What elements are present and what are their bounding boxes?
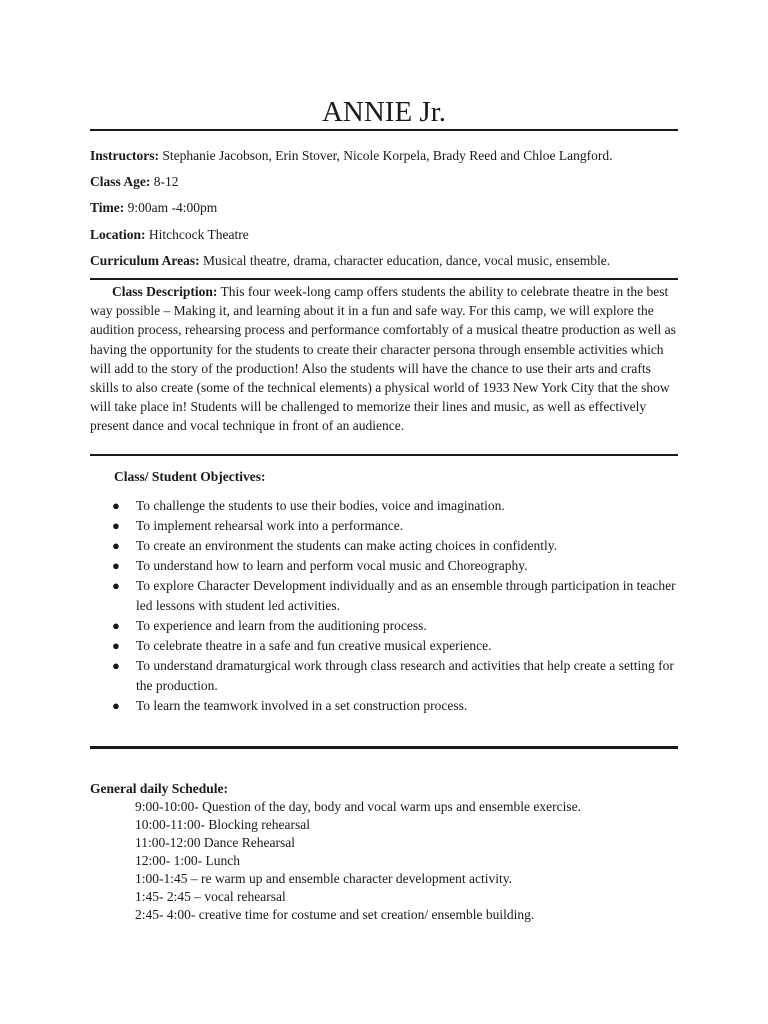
document-title: ANNIE Jr.: [321, 96, 447, 128]
instructors-field: [90, 147, 612, 165]
objective-text: To explore Character Development individually and as an ensemble through participation in teacher led lessons with student led activities.: [136, 578, 676, 613]
time-field: [90, 199, 217, 217]
location-value: Hitchcock Theatre: [148, 227, 249, 242]
schedule-item: 11:00-12:00 Dance Rehearsal: [135, 835, 295, 850]
class-age-value: 8-12: [153, 174, 179, 189]
objective-text: To learn the teamwork involved in a set construction process.: [136, 698, 468, 713]
description-label: Class Description:: [112, 284, 218, 299]
time-value: 9:00am -4:00pm: [127, 200, 218, 215]
curriculum-label: Curriculum Areas:: [90, 253, 200, 268]
title-rule: [90, 129, 678, 131]
objective-text: To experience and learn from the auditioning process.: [136, 618, 427, 633]
curriculum-field: [90, 252, 610, 270]
list-item: [90, 576, 680, 616]
bullet-icon: ●: [112, 558, 120, 573]
class-age-field: [90, 173, 179, 191]
schedule-list: [135, 798, 581, 924]
list-item: [90, 656, 680, 696]
list-item: [90, 696, 680, 716]
instructors-value: Stephanie Jacobson, Erin Stover, Nicole Korpela, Brady Reed and Chloe Langford.: [162, 148, 613, 163]
schedule-item: 1:00-1:45 – re warm up and ensemble character development activity.: [135, 871, 512, 886]
schedule-item: 2:45- 4:00- creative time for costume and set creation/ ensemble building.: [135, 907, 535, 922]
objective-text: To create an environment the students can make acting choices in confidently.: [136, 538, 558, 553]
schedule-item: 1:45- 2:45 – vocal rehearsal: [135, 889, 286, 904]
list-item: [90, 536, 680, 556]
class-description: [90, 282, 680, 436]
list-item: [90, 496, 680, 516]
objective-text: To implement rehearsal work into a performance.: [136, 518, 404, 533]
schedule-item: 12:00- 1:00- Lunch: [135, 853, 240, 868]
time-label: Time:: [90, 200, 125, 215]
bullet-icon: ●: [112, 658, 120, 673]
objective-text: To celebrate theatre in a safe and fun creative musical experience.: [136, 638, 492, 653]
curriculum-value: Musical theatre, drama, character education, dance, vocal music, ensemble.: [203, 253, 611, 268]
class-age-label: Class Age:: [90, 174, 151, 189]
list-item: [90, 616, 680, 636]
list-item: [90, 636, 680, 656]
bullet-icon: ●: [112, 698, 120, 713]
bullet-icon: ●: [112, 638, 120, 653]
schedule-heading: General daily Schedule:: [90, 781, 228, 796]
objectives-bottom-rule: [90, 746, 678, 749]
schedule-item: 10:00-11:00- Blocking rehearsal: [135, 817, 310, 832]
description-top-rule: [90, 278, 678, 280]
objectives-list: [90, 496, 680, 716]
list-item: [90, 556, 680, 576]
instructors-label: Instructors:: [90, 148, 159, 163]
bullet-icon: ●: [112, 618, 120, 633]
location-field: [90, 226, 249, 244]
location-label: Location:: [90, 227, 146, 242]
objective-text: To understand dramaturgical work through class research and activities that help create a setting for the production.: [136, 658, 674, 693]
description-bottom-rule: [90, 454, 678, 456]
schedule-item: 9:00-10:00- Question of the day, body and vocal warm ups and ensemble exercise.: [135, 799, 582, 814]
list-item: [90, 516, 680, 536]
bullet-icon: ●: [112, 498, 120, 513]
objective-text: To understand how to learn and perform vocal music and Choreography.: [136, 558, 528, 573]
bullet-icon: ●: [112, 518, 120, 533]
description-text: This four week-long camp offers students the ability to celebrate theatre in the best way possible – Making it, and learning about it in a fun and safe way. For this camp, we will explore the audition process, rehearsing process and performance comfortably of a musical theatre production as well as having the opportunity for the students to create their character persona through ensemble activities which will add to the story of the production! Also the students will have the chance to use their arts and crafts skills to also create (some of the technical elements) a physical world of 1933 New York City that the show will take place in! Students will be challenged to memorize their lines and music, as well as effectively present dance and vocal technique in front of an audience.: [90, 284, 676, 434]
objectives-heading: Class/ Student Objectives:: [114, 469, 266, 484]
bullet-icon: ●: [112, 578, 120, 593]
bullet-icon: ●: [112, 538, 120, 553]
objective-text: To challenge the students to use their bodies, voice and imagination.: [136, 498, 505, 513]
